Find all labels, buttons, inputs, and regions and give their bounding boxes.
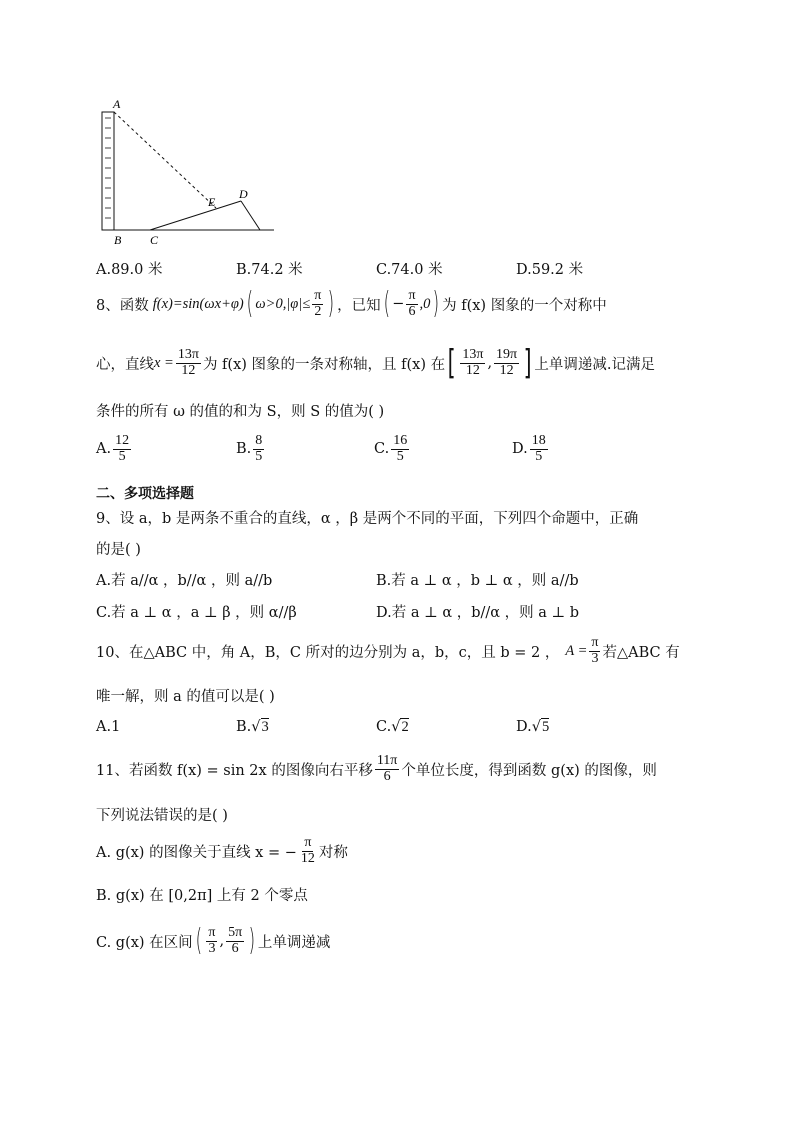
sqrt-value: 3	[261, 719, 269, 735]
q8-known: ，已知	[337, 297, 381, 314]
frac-den: 5	[255, 448, 263, 464]
label-D: D	[239, 187, 248, 201]
q7-option-d: D.59.2 米	[516, 262, 584, 278]
frac-num: 12	[115, 433, 130, 448]
q9-line-2: 的是( )	[96, 542, 141, 558]
option-text: A. g(x) 的图像关于直线 x = −	[96, 844, 297, 861]
building-shape	[102, 112, 114, 230]
q9-line-1: 9、设 a，b 是两条不重合的直线，α ，β 是两个不同的平面，下列四个命题中，正确	[96, 511, 639, 527]
A-eq: A =	[565, 642, 588, 659]
frac-den: 2	[314, 303, 322, 319]
label-C: C	[150, 233, 159, 247]
label-B: B	[114, 233, 122, 247]
option-text: C. g(x) 在区间	[96, 934, 193, 951]
q8-line-1	[96, 286, 607, 322]
q8-option-a	[96, 434, 133, 464]
label-E: E	[208, 195, 216, 209]
q11-11pi-over-6	[375, 754, 400, 784]
q8-sym-center: 为 f(x) 图象的一个对称中	[442, 297, 607, 314]
frac-num: π	[304, 835, 312, 850]
option-text-tail: 上单调递减	[257, 934, 331, 951]
q11-line1-b: 个单位长度，得到函数 g(x) 的图像，则	[401, 762, 657, 779]
frac-num: 13π	[177, 346, 199, 362]
sqrt-value: 5	[541, 719, 550, 735]
frac-den: 3	[591, 650, 599, 666]
option-label: A.	[96, 441, 112, 458]
frac-num: π	[408, 288, 416, 303]
slope-back-line	[241, 201, 260, 230]
option-label: B.	[236, 719, 252, 735]
frac-num: π	[314, 288, 322, 303]
q10-pi-over-3	[589, 636, 600, 666]
paren-right: )	[248, 923, 256, 959]
paren-left: (	[195, 923, 202, 959]
q11-option-a	[96, 836, 348, 866]
sight-line	[114, 112, 216, 208]
q7-option-b: B.74.2 米	[236, 262, 303, 278]
q8-option-d	[512, 434, 550, 464]
q10-option-b	[236, 719, 269, 736]
q8-13pi-over-12	[176, 348, 201, 378]
bracket-right: ]	[523, 343, 532, 383]
q8-number: 8、函数	[96, 297, 149, 314]
q10-option-d	[516, 719, 549, 736]
q8-line-2: 心，直线 x = $\frac{13\pi}{12}$ 为 f(x) 图象的一条对称轴，且 f(x) 在 [ $\frac{13\pi}{12}$ , $\frac{19\pi}{12}$ ] 上单调递减.记满足	[96, 343, 655, 383]
q11-option-b: B. g(x) 在 [0,2π] 上有 2 个零点	[96, 888, 308, 904]
frac-num: 8	[255, 433, 263, 448]
q11-line1-a: 11、若函数 f(x) = sin 2x 的图像向右平移	[96, 762, 373, 779]
q10-line-2: 唯一解，则 a 的值可以是( )	[96, 689, 275, 705]
frac-den: 12	[499, 362, 514, 378]
paren-right: )	[327, 286, 335, 322]
option-label: C.	[374, 441, 390, 458]
building-floors	[105, 118, 111, 218]
q8-option-b	[236, 434, 266, 464]
q8-pi-over-6	[406, 289, 417, 319]
option-frac	[391, 434, 409, 464]
sqrt-icon: √	[251, 719, 261, 735]
option-frac-1	[206, 926, 217, 956]
sqrt-value: 2	[401, 719, 409, 735]
option-text-tail: 对称	[318, 844, 348, 861]
option-label: D.	[512, 441, 528, 458]
option-label: D.	[516, 719, 532, 735]
option-frac	[253, 434, 264, 464]
frac-num: 13π	[462, 346, 484, 362]
sqrt-icon: √	[391, 719, 401, 735]
minus-sign: −	[392, 296, 405, 313]
q10-option-a: A.1	[96, 719, 121, 735]
bracket-left: [	[447, 343, 456, 383]
option-frac	[113, 434, 131, 464]
frac-den: 5	[535, 448, 543, 464]
frac-den: 3	[208, 940, 216, 956]
frac-num: 11π	[376, 753, 398, 768]
q8-func: f(x)=sin(ωx+φ)	[152, 295, 244, 312]
option-frac	[299, 836, 317, 866]
q8-option-c	[374, 434, 411, 464]
frac-den: 12	[300, 850, 315, 866]
q8-line2-b: 为 f(x) 图象的一条对称轴，且 f(x) 在	[202, 356, 446, 373]
frac-den: 12	[465, 362, 480, 378]
frac-num: π	[591, 635, 599, 650]
option-frac-2	[226, 926, 244, 956]
frac-den: 12	[181, 362, 196, 378]
q11-line-1	[96, 754, 657, 784]
q10-line1-b: 若△ABC 有	[602, 644, 680, 661]
q11-option-c: C. g(x) 在区间 ( $\frac{\pi}{3}$ , $\frac{5\pi}{6}$ ) 上单调递减	[96, 923, 331, 959]
label-A: A	[113, 97, 121, 111]
q8-interval-end	[494, 348, 519, 378]
q8-interval-start	[460, 348, 485, 378]
frac-den: 6	[408, 303, 416, 319]
sqrt-icon: √	[531, 719, 541, 735]
q7-option-a: A.89.0 米	[96, 262, 163, 278]
geometry-figure	[94, 94, 284, 250]
point-tail: ,0	[419, 295, 431, 312]
frac-num: 18	[531, 433, 546, 448]
slope-line	[150, 201, 241, 230]
frac-den: 6	[231, 940, 239, 956]
section-title: 二、多项选择题	[96, 486, 194, 502]
frac-den: 5	[396, 448, 404, 464]
q8-line-3: 条件的所有 ω 的值的和为 S，则 S 的值为( )	[96, 404, 385, 420]
frac-num: 5π	[228, 925, 243, 940]
q9-option-a: A.若 a//α ，b//α ，则 a//b	[96, 573, 273, 589]
option-frac	[530, 434, 548, 464]
q8-cond: ω>0,|φ|≤	[255, 295, 311, 312]
option-label: B.	[236, 441, 252, 458]
q8-pi-over-2	[312, 289, 323, 319]
q8-line2-a: 心，直线	[96, 356, 154, 373]
paren-right-2: )	[433, 286, 440, 322]
q7-option-c: C.74.0 米	[376, 262, 443, 278]
frac-den: 6	[383, 768, 391, 784]
q10-line-1	[96, 636, 680, 666]
paren-left: (	[246, 286, 253, 322]
q10-option-c	[376, 719, 409, 736]
paren-left-2: (	[383, 286, 390, 322]
q9-option-d: D.若 a ⊥ α ，b//α ，则 a ⊥ b	[376, 605, 580, 621]
frac-num: π	[208, 925, 216, 940]
q10-line1-a: 10、在△ABC 中，角 A，B，C 所对的边分别为 a，b，c，且 b = 2 ，	[96, 644, 560, 661]
frac-num: 19π	[496, 346, 518, 362]
frac-num: 16	[393, 433, 408, 448]
x-eq: x =	[154, 354, 174, 371]
q9-option-c: C.若 a ⊥ α ，a ⊥ β ，则 α//β	[96, 605, 297, 621]
q9-option-b: B.若 a ⊥ α ，b ⊥ α ，则 a//b	[376, 573, 579, 589]
q11-line-2: 下列说法错误的是( )	[96, 808, 228, 824]
q8-line2-c: 上单调递减.记满足	[534, 356, 655, 373]
frac-den: 5	[118, 448, 126, 464]
option-label: C.	[376, 719, 392, 735]
